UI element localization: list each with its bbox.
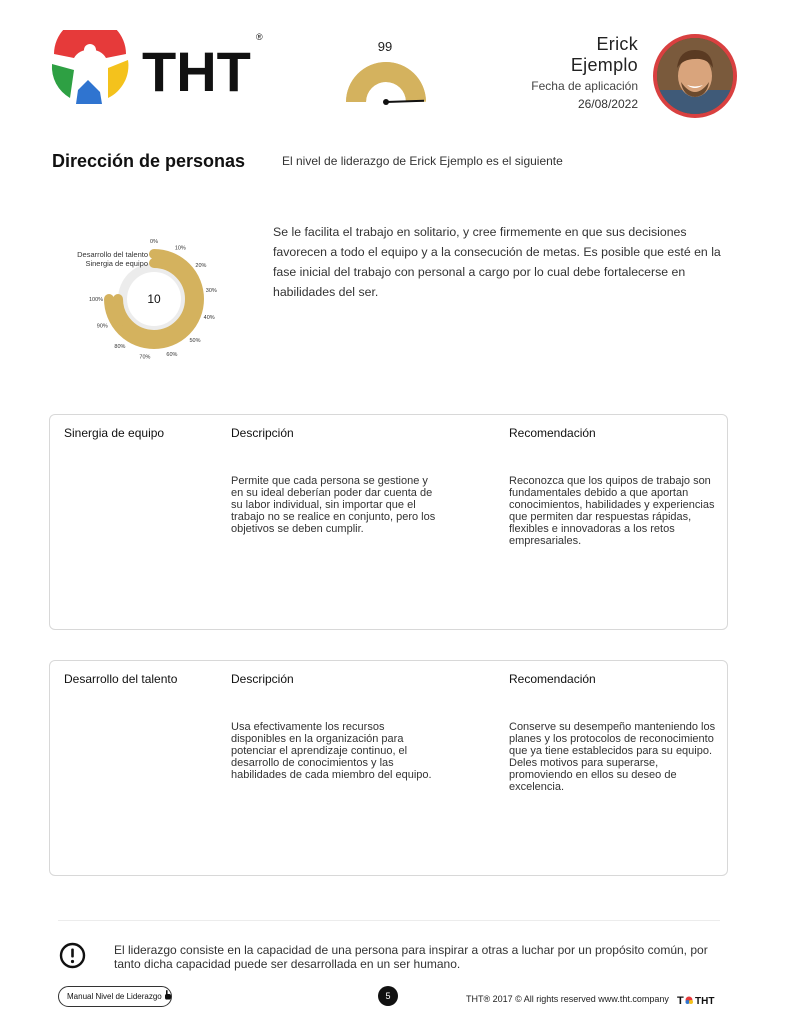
radial-tick-label: 100%: [88, 297, 104, 303]
rec-line: Conserve su desempeño manteniendo los: [509, 721, 716, 733]
logo-mark: [52, 30, 129, 104]
logo-wordmark: THT: [142, 40, 251, 103]
manual-button[interactable]: [58, 986, 172, 1007]
rec-line: empresariales.: [509, 535, 582, 547]
radial-tick-label: 70%: [139, 354, 151, 361]
manual-button-label: Manual Nivel de Liderazgo: [67, 992, 162, 1001]
card-recommendation-text: [509, 721, 719, 793]
desc-line: trabajo no se realice en conjunto, pero los: [231, 511, 436, 523]
footer-wordmark: THT: [695, 996, 715, 1007]
radial-tick-label: 10%: [174, 245, 186, 252]
desc-line: Usa efectivamente los recursos: [231, 721, 385, 733]
competency-card-sinergia: [49, 414, 728, 630]
page-number: 5: [378, 986, 398, 1006]
last-name: Ejemplo: [570, 55, 638, 75]
footer-tht-logo: [677, 993, 719, 1007]
registered-mark: ®: [256, 32, 263, 42]
desc-line: Permite que cada persona se gestione y: [231, 475, 428, 487]
card-recommendation-text: [509, 475, 719, 547]
rec-line: conocimientos, habilidades y experiencias: [509, 499, 715, 511]
svg-text:T: T: [677, 995, 684, 1007]
radial-tick-label: 20%: [195, 262, 207, 269]
radial-tick-label: 30%: [205, 287, 217, 294]
rec-line: fundamentales debido a que aportan: [509, 487, 689, 499]
rec-line: que permiten dar respuestas rápidas,: [509, 511, 692, 523]
desc-line: en su ideal deberían poder dar cuenta de: [231, 487, 433, 499]
competency-card-desarrollo: [49, 660, 728, 876]
desc-line: su labor individual, sin importar que el: [231, 499, 416, 511]
section-title: Dirección de personas: [52, 151, 246, 171]
rec-line: que ya tiene establecidos para su equipo.: [509, 745, 713, 757]
user-name: [571, 34, 638, 76]
card-description-heading: Descripción: [231, 672, 294, 686]
radial-tick-label: 80%: [114, 343, 126, 350]
radial-chart: [62, 220, 242, 380]
desc-line: desarrollo de conocimientos y las: [231, 757, 394, 769]
rec-line: Reconozca que los quipos de trabajo son: [509, 475, 711, 487]
radial-center-label: 10: [147, 292, 161, 306]
avatar-portrait: [657, 38, 733, 114]
gauge-arc-fill: [346, 62, 426, 102]
footer-divider: [58, 920, 720, 921]
card-competency-name: Sinergia de equipo: [64, 426, 165, 440]
copyright-text: THT® 2017 © All rights reserved www.tht.company: [466, 994, 669, 1004]
card-description-text: [231, 721, 436, 781]
score-value: 99: [377, 39, 393, 54]
gauge-needle: [386, 101, 424, 102]
desc-line: potenciar el aprendizaje continuo, el: [231, 745, 408, 757]
radial-series-label: Sinergia de equipo: [85, 259, 148, 268]
card-description-heading: Descripción: [231, 426, 294, 440]
rec-line: planes y los protocolos de reconocimiento: [509, 733, 714, 745]
card-description-text: [231, 475, 436, 535]
rec-line: flexibles e innovadoras a los retos: [509, 523, 675, 535]
application-date-label: Fecha de aplicación: [531, 79, 638, 93]
gauge-hub: [383, 99, 389, 105]
application-date-value: 26/08/2022: [577, 97, 638, 111]
card-competency-name: Desarrollo del talento: [64, 672, 178, 686]
desc-line: habilidades de cada miembro del equipo.: [231, 769, 432, 781]
radial-tick-label: 90%: [96, 323, 108, 330]
rec-line: excelencia.: [509, 781, 565, 793]
radial-tick-label: 60%: [166, 352, 178, 359]
alert-circle-icon: [59, 942, 86, 969]
desc-line: objetivos se deben cumplir.: [231, 523, 364, 535]
rec-line: Deles motivos para superarse,: [509, 757, 659, 769]
rec-line: promoviendo en ellos su deseo de: [509, 769, 677, 781]
card-recommendation-heading: Recomendación: [509, 426, 596, 440]
first-name: Erick: [596, 34, 638, 54]
card-recommendation-heading: Recomendación: [509, 672, 596, 686]
radial-series-label: Desarrollo del talento: [77, 250, 148, 259]
radial-tick-label: 50%: [189, 338, 201, 345]
tht-logo: [50, 30, 270, 108]
summary-text: Se le facilita el trabajo en solitario, y cree firmemente en que sus decisiones favorecen a todo el equipo y a la consecución de metas. Es posible que esté en la fase inicial del trabajo con personal a cargo por lo cual debe fortalecerse en habilidades del ser.: [273, 225, 721, 299]
desc-line: disponibles en la organización para: [231, 733, 404, 745]
hand-pointer-icon: [164, 990, 172, 1000]
score-gauge: [340, 38, 432, 110]
radial-tick-label: 40%: [203, 314, 215, 321]
radial-tick-label: 0%: [150, 239, 158, 245]
intro-text: El nivel de liderazgo de Erick Ejemplo es el siguiente: [282, 154, 563, 168]
avatar: [653, 34, 737, 118]
leadership-note: El liderazgo consiste en la capacidad de una persona para inspirar a otras a luchar por un propósito común, por tanto dicha capacidad puede ser desarrollada en un ser humano.: [114, 943, 708, 971]
